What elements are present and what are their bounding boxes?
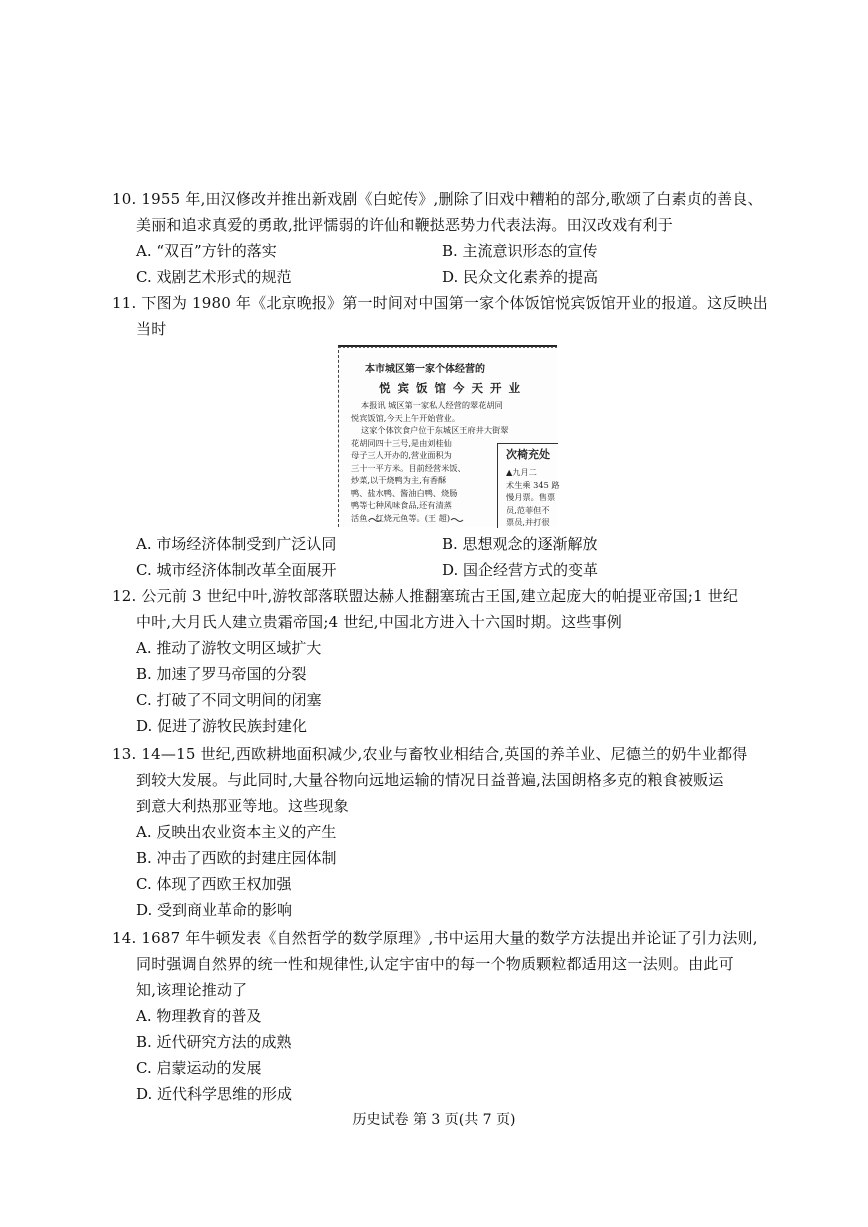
clipping-line: 三十一平方米。目前经营米饭、 bbox=[351, 462, 466, 473]
newspaper-clipping bbox=[338, 345, 560, 527]
question-12 bbox=[112, 583, 772, 739]
clipping-side-line: 慢月票。售票 bbox=[506, 492, 556, 502]
clipping-line: 花胡同四十三号,是由刘桂仙 bbox=[351, 437, 452, 448]
options-row bbox=[112, 557, 772, 583]
option-a: A. 物理教育的普及 bbox=[136, 1007, 262, 1025]
option-d: D. 民众文化素养的提高 bbox=[442, 268, 599, 286]
option-d: D. 国企经营方式的变革 bbox=[442, 561, 599, 579]
option-a: A. “双百”方针的落实 bbox=[136, 242, 277, 260]
options-row bbox=[112, 238, 772, 264]
clipping-side-line: ▲九月二 bbox=[506, 467, 537, 477]
question-stem-line: 到意大利热那亚等地。这些现象 bbox=[136, 797, 349, 815]
question-stem-line: 10. 1955 年,田汉修改并推出新戏剧《白蛇传》,删除了旧戏中糟粕的部分,歌颂了白素贞的善良、 bbox=[112, 190, 763, 208]
option-b: B. 近代研究方法的成熟 bbox=[136, 1033, 292, 1051]
clipping-body bbox=[351, 399, 509, 524]
option-d: D. 近代科学思维的形成 bbox=[136, 1085, 293, 1103]
clipping-side-line: 术生乘 345 路 bbox=[506, 479, 560, 490]
option-c: C. 体现了西欧王权加强 bbox=[136, 875, 292, 893]
clipping-line: 鸭、盐水鸭、酱油白鸭、烧肠 bbox=[351, 487, 458, 498]
option-b: B. 思想观念的逐渐解放 bbox=[442, 535, 598, 553]
clipping-line: 悦宾饭馆,今天上午开始营业。 bbox=[351, 412, 461, 423]
question-stem-line: 12. 公元前 3 世纪中叶,游牧部落联盟达赫人推翻塞琉古王国,建立起庞大的帕提亚帝国;1 世纪 bbox=[112, 587, 739, 605]
question-stem-line: 知,该理论推动了 bbox=[136, 981, 248, 999]
option-c: C. 城市经济体制改革全面展开 bbox=[136, 561, 337, 579]
question-stem-line: 到较大发展。与此同时,大量谷物向远地运输的情况日益普遍,法国朗格多克的粮食被贩运 bbox=[136, 771, 724, 789]
clipping-line: 活鱼、红烧元鱼等。(王 超) bbox=[351, 512, 451, 523]
option-d: D. 促进了游牧民族封建化 bbox=[136, 717, 308, 735]
option-c: C. 启蒙运动的发展 bbox=[136, 1059, 262, 1077]
question-stem-line: 14. 1687 年牛顿发表《自然哲学的数学原理》,书中运用大量的数学方法提出并论证了引力法则, bbox=[112, 929, 758, 947]
option-a: A. 推动了游牧文明区域扩大 bbox=[136, 639, 322, 657]
option-a: A. 反映出农业资本主义的产生 bbox=[136, 823, 337, 841]
question-stem-line: 中叶,大月氏人建立贵霜帝国;4 世纪,中国北方进入十六国时期。这些事例 bbox=[136, 613, 622, 631]
clipping-title: 本市城区第一家个体经营的 bbox=[365, 364, 485, 375]
option-b: B. 冲击了西欧的封建庄园体制 bbox=[136, 849, 337, 867]
clipping-side-line: 员,范菲但不 bbox=[506, 504, 550, 515]
options-row bbox=[112, 264, 772, 290]
question-11 bbox=[112, 290, 772, 342]
question-13 bbox=[112, 741, 772, 923]
clipping-side-body bbox=[506, 466, 560, 529]
page-footer: 历史试卷 第 3 页(共 7 页) bbox=[352, 1112, 516, 1128]
question-stem-line: 同时强调自然界的统一性和规律性,认定宇宙中的每一个物质颗粒都适用这一法则。由此可 bbox=[136, 955, 734, 973]
question-stem-line: 13. 14—15 世纪,西欧耕地面积减少,农业与畜牧业相结合,英国的养羊业、尼德兰的奶牛业都得 bbox=[112, 745, 748, 763]
clipping-headline: 悦宾饭馆今天开业 bbox=[379, 381, 527, 395]
clipping-squiggle bbox=[367, 515, 467, 525]
clipping-side-line: 票员,并打很 bbox=[506, 517, 550, 527]
clipping-line: 这家个体饮食户位于东城区王府井大街翠 bbox=[361, 425, 509, 435]
options-row bbox=[112, 531, 772, 557]
option-b: B. 主流意识形态的宣传 bbox=[442, 242, 598, 260]
clipping-top-rule bbox=[339, 341, 557, 349]
question-stem-line: 当时 bbox=[136, 320, 167, 338]
question-10 bbox=[112, 186, 772, 290]
question-stem-line: 美丽和追求真爱的勇敢,批评懦弱的许仙和鞭挞恶势力代表法海。田汉改戏有利于 bbox=[136, 216, 673, 234]
clipping-line: 母子三人开办的,营业面积为 bbox=[351, 450, 452, 460]
option-c: C. 戏剧艺术形式的规范 bbox=[136, 268, 292, 286]
clipping-line: 炒菜,以干烧鸭为主,有香酥 bbox=[351, 475, 447, 485]
question-stem-line: 11. 下图为 1980 年《北京晚报》第一时间对中国第一家个体饭馆悦宾饭馆开业的报道。这反映出 bbox=[112, 294, 768, 312]
option-b: B. 加速了罗马帝国的分裂 bbox=[136, 665, 307, 683]
clipping-line: 鸭等七种风味食品,还有清蒸 bbox=[351, 500, 452, 510]
question-11-options bbox=[112, 531, 772, 583]
option-d: D. 受到商业革命的影响 bbox=[136, 901, 293, 919]
question-14 bbox=[112, 925, 772, 1107]
clipping-side-title: 次椅充处 bbox=[506, 448, 550, 461]
option-c: C. 打破了不同文明间的闭塞 bbox=[136, 691, 322, 709]
option-a: A. 市场经济体制受到广泛认同 bbox=[136, 535, 337, 553]
clipping-line: 本报讯 城区第一家私人经营的翠花胡同 bbox=[361, 400, 503, 410]
clipping-side-article bbox=[497, 443, 558, 528]
